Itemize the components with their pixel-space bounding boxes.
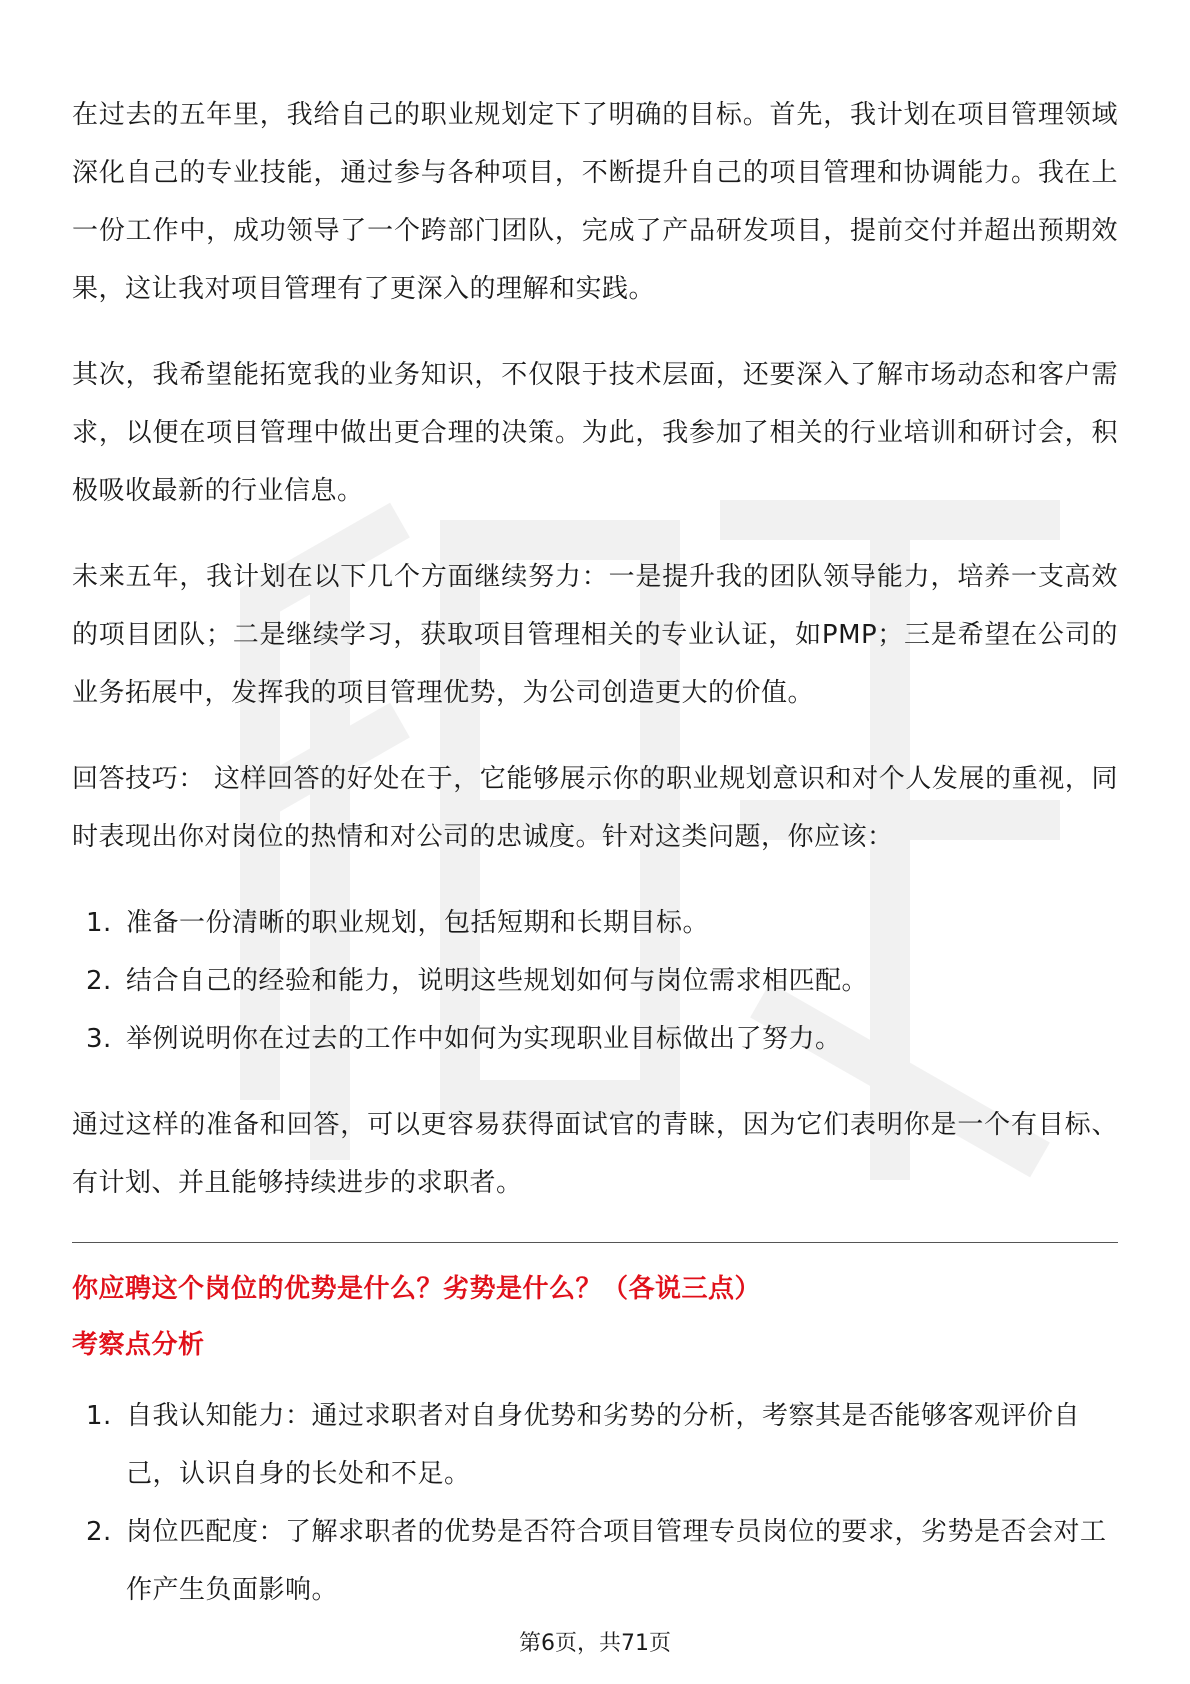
list-item-text: 准备一份清晰的职业规划，包括短期和长期目标。 <box>126 908 710 938</box>
list-number: 2. <box>86 966 112 996</box>
page-content <box>72 86 1118 1619</box>
paragraph-business-knowledge: 其次，我希望能拓宽我的业务知识，不仅限于技术层面，还要深入了解市场动态和客户需求，以便在项目管理中做出更合理的决策。为此，我参加了相关的行业培训和研讨会，积极吸收最新的行业信息。 <box>72 360 1118 506</box>
question-heading: 你应聘这个岗位的优势是什么？劣势是什么？（各说三点） <box>72 1274 762 1304</box>
paragraph-future-plan: 未来五年，我计划在以下几个方面继续努力：一是提升我的团队领导能力，培养一支高效的项目团队；二是继续学习，获取项目管理相关的专业认证，如PMP；三是希望在公司的业务拓展中，发挥我的项目管理优势，为公司创造更大的价值。 <box>72 562 1118 708</box>
list-number: 2. <box>86 1517 112 1547</box>
list-number: 3. <box>86 1024 112 1054</box>
list-item-text: 岗位匹配度：了解求职者的优势是否符合项目管理专员岗位的要求，劣势是否会对工作产生负面影响。 <box>126 1517 1107 1605</box>
section-divider <box>72 1242 1118 1243</box>
page-footer: 第6页，共71页 <box>519 1631 671 1656</box>
tips-list <box>72 894 1118 1068</box>
list-item-text: 举例说明你在过去的工作中如何为实现职业目标做出了努力。 <box>126 1024 842 1054</box>
paragraph-career-plan: 在过去的五年里，我给自己的职业规划定下了明确的目标。首先，我计划在项目管理领域深化自己的专业技能，通过参与各种项目，不断提升自己的项目管理和协调能力。我在上一份工作中，成功领导了一个跨部门团队，完成了产品研发项目，提前交付并超出预期效果，这让我对项目管理有了更深入的理解和实践。 <box>72 100 1118 304</box>
list-item-text: 结合自己的经验和能力，说明这些规划如何与岗位需求相匹配。 <box>126 966 869 996</box>
list-item <box>72 894 1118 952</box>
list-item <box>72 952 1118 1010</box>
analysis-list <box>72 1387 1118 1619</box>
list-item <box>72 1387 1118 1503</box>
analysis-heading: 考察点分析 <box>72 1330 205 1360</box>
list-item-text: 自我认知能力：通过求职者对自身优势和劣势的分析，考察其是否能够客观评价自己，认识自身的长处和不足。 <box>126 1401 1081 1489</box>
list-number: 1. <box>86 908 112 938</box>
paragraph-closing: 通过这样的准备和回答，可以更容易获得面试官的青睐，因为它们表明你是一个有目标、有计划、并且能够持续进步的求职者。 <box>72 1110 1118 1198</box>
list-item <box>72 1503 1118 1619</box>
list-number: 1. <box>86 1401 112 1431</box>
paragraph-answer-tips: 回答技巧： 这样回答的好处在于，它能够展示你的职业规划意识和对个人发展的重视，同时表现出你对岗位的热情和对公司的忠诚度。针对这类问题，你应该： <box>72 764 1118 852</box>
list-item <box>72 1010 1118 1068</box>
